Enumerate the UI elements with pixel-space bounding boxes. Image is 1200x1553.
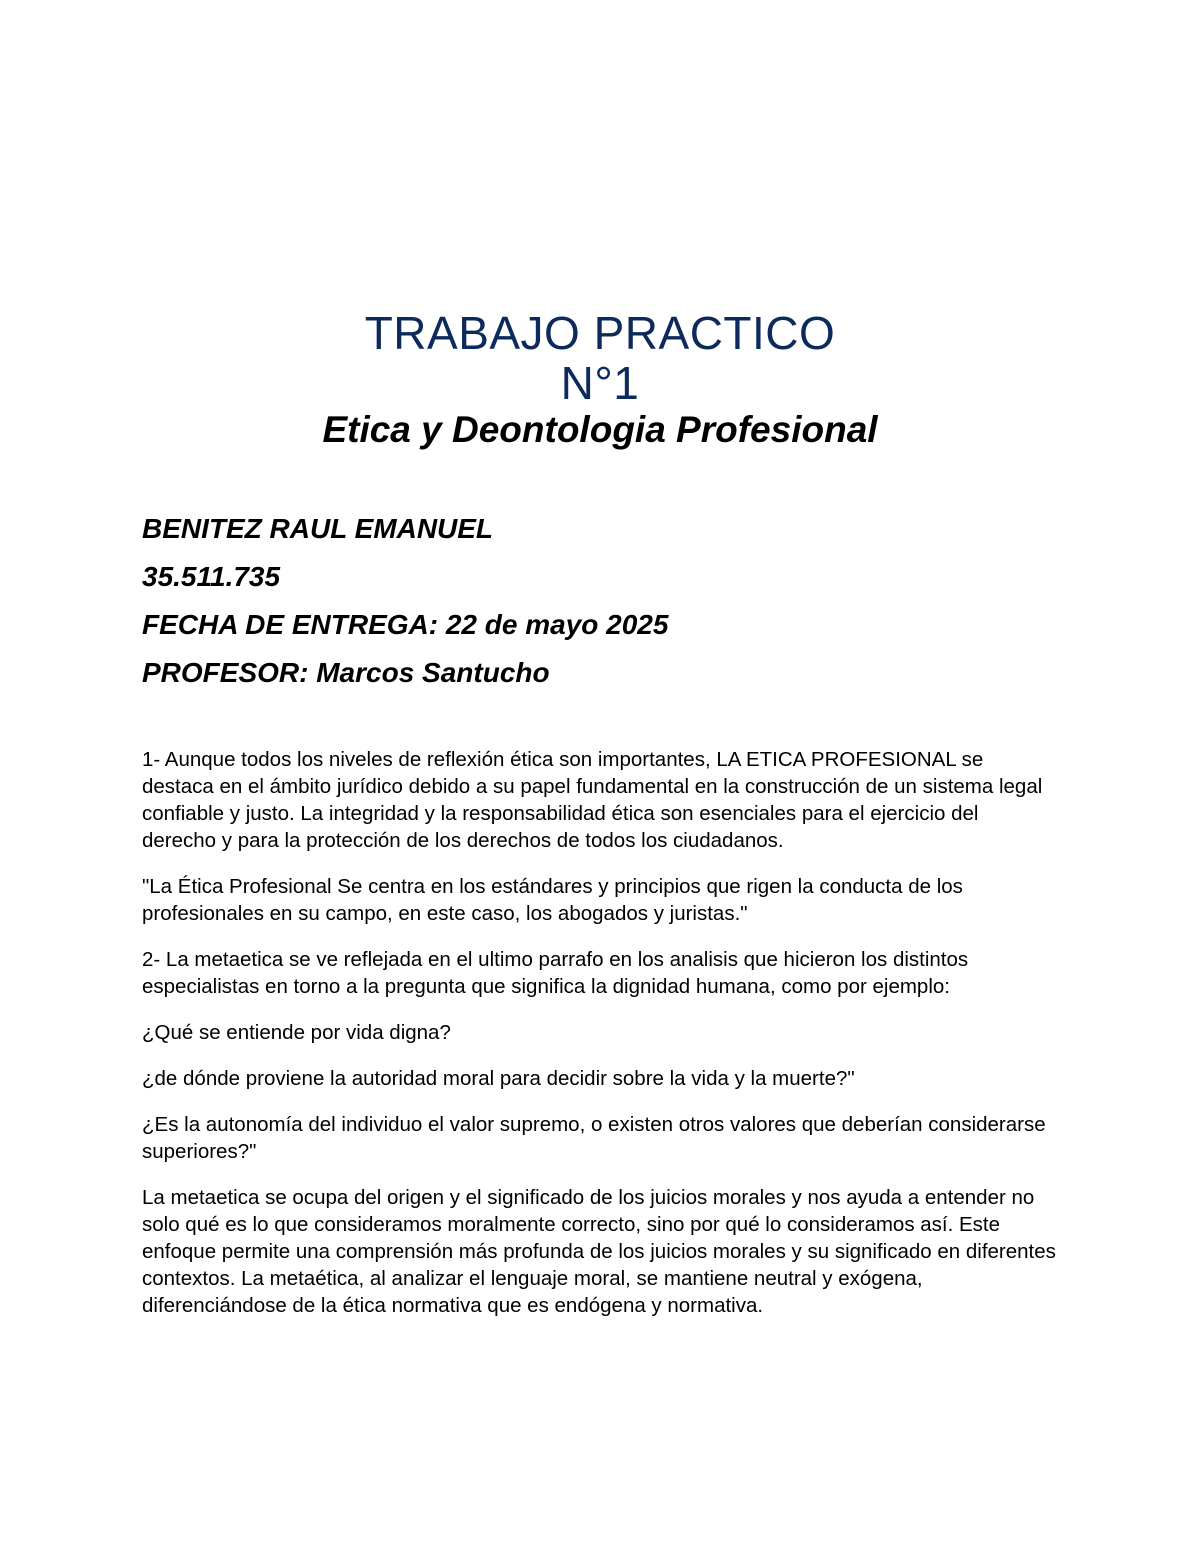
paragraph: "La Ética Profesional Se centra en los estándares y principios que rigen la conducta de los profesionales en su campo, en este caso, los abogados y juristas." <box>142 875 963 925</box>
paragraph: 2- La metaetica se ve reflejada en el ultimo parrafo en los analisis que hicieron los distintos especialistas en torno a la pregunta que significa la dignidad humana, como por ejemplo: <box>142 948 969 998</box>
paragraph: La metaetica se ocupa del origen y el significado de los juicios morales y nos ayuda a entender no solo qué es lo que consideramos moralmente correcto, sino por qué lo consideramos así. Este enfoque permite una comprensión más profunda de los juicios morales y su significado en diferentes contextos. La metaética, al analizar el lenguaje moral, se mantiene neutral y exógena, diferenciándose de la ética normativa que es endógena y normativa. <box>142 1186 1056 1317</box>
paragraph: ¿Es la autonomía del individuo el valor supremo, o existen otros valores que deberían considerarse superiores?" <box>142 1113 1046 1163</box>
document-number: N°1 <box>560 357 640 409</box>
student-id: 35.511.735 <box>142 561 281 592</box>
document-title: TRABAJO PRACTICO <box>364 307 836 359</box>
course-subtitle: Etica y Deontologia Profesional <box>322 409 878 450</box>
student-name: BENITEZ RAUL EMANUEL <box>142 513 494 544</box>
document-body <box>142 746 1057 1338</box>
student-info <box>142 505 1102 697</box>
title-block <box>0 308 1200 408</box>
paragraph: ¿Qué se entiende por vida digna? <box>142 1021 451 1044</box>
due-date: FECHA DE ENTREGA: 22 de mayo 2025 <box>142 609 669 640</box>
paragraph: ¿de dónde proviene la autoridad moral para decidir sobre la vida y la muerte?" <box>142 1067 855 1090</box>
professor: PROFESOR: Marcos Santucho <box>142 657 550 688</box>
paragraph: 1- Aunque todos los niveles de reflexión ética son importantes, LA ETICA PROFESIONAL se destaca en el ámbito jurídico debido a su papel fundamental en la construcción de un sistema legal confiable y justo. La integridad y la responsabilidad ética son esenciales para el ejercicio del derecho y para la protección de los derechos de todos los ciudadanos. <box>142 748 1043 852</box>
